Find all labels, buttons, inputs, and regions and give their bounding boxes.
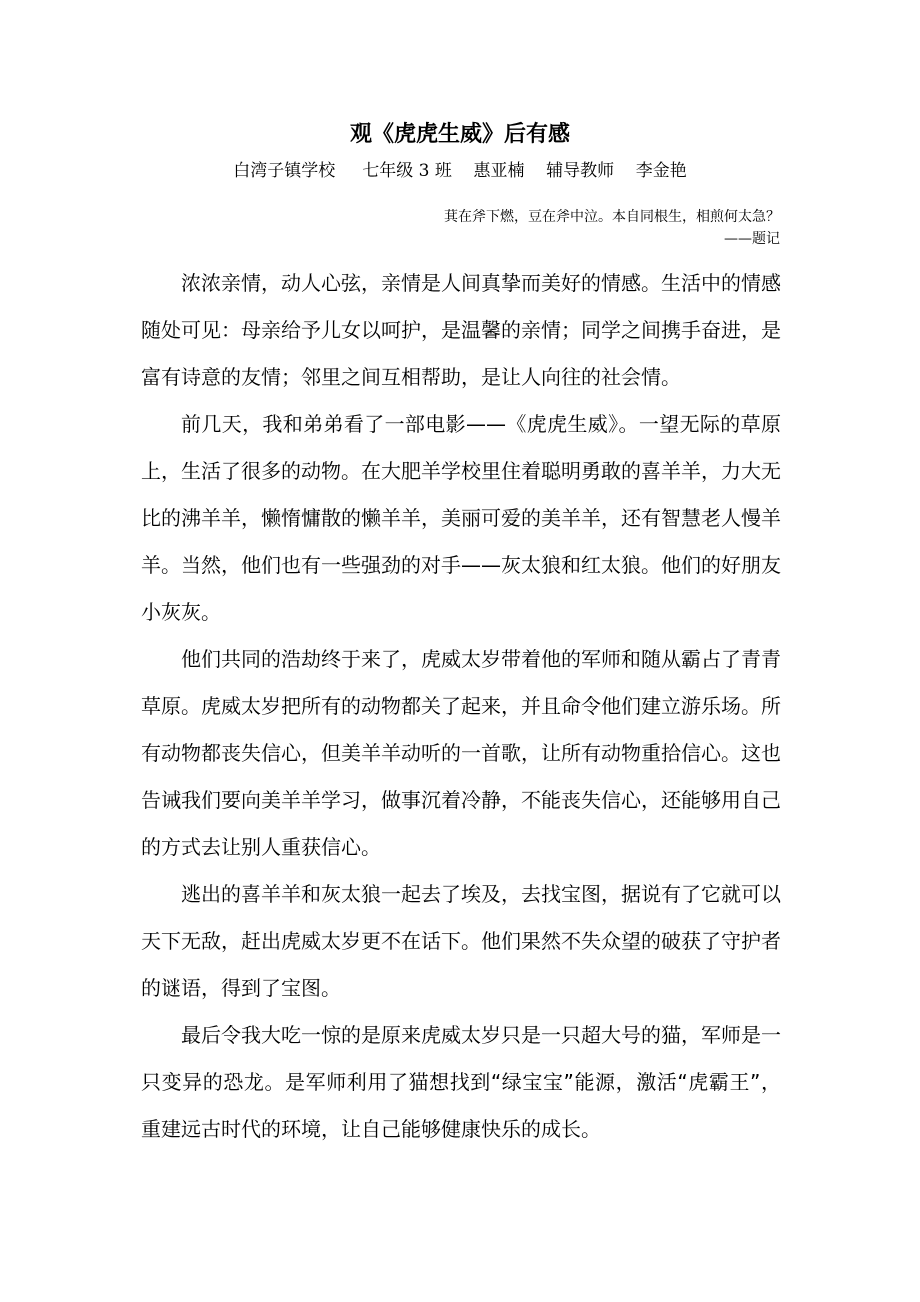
paragraph: 浓浓亲情，动人心弦，亲情是人间真挚而美好的情感。生活中的情感随处可见：母亲给予儿女以呵护，是温馨的亲情；同学之间携手奋进，是富有诗意的友情；邻里之间互相帮助，是让人向往的社会情。 xyxy=(141,271,781,389)
epigraph-text: 萁在斧下燃，豆在斧中泣。本自同根生，相煎何太急？ xyxy=(444,209,780,225)
essay-body xyxy=(141,260,781,1153)
paragraph: 他们共同的浩劫终于来了，虎威太岁带着他的军师和随从霸占了青青草原。虎威太岁把所有的动物都关了起来，并且命令他们建立游乐场。所有动物都丧失信心，但美羊羊动听的一首歌，让所有动物重拾信心。这也告诫我们要向美羊羊学习，做事沉着冷静，不能丧失信心，还能够用自己的方式去让别人重获信心。 xyxy=(141,647,781,859)
paragraph: 最后令我大吃一惊的是原来虎威太岁只是一只超大号的猫，军师是一只变异的恐龙。是军师利用了猫想找到“绿宝宝”能源，激活“虎霸王”，重建远古时代的环境，让自己能够健康快乐的成长。 xyxy=(141,1023,781,1141)
paragraph: 前几天，我和弟弟看了一部电影——《虎虎生威》。一望无际的草原上，生活了很多的动物。在大肥羊学校里住着聪明勇敢的喜羊羊，力大无比的沸羊羊，懒惰慵散的懒羊羊，美丽可爱的美羊羊，还有智慧老人慢羊羊。当然，他们也有一些强劲的对手——灰太狼和红太狼。他们的好朋友小灰灰。 xyxy=(141,412,781,624)
paragraph: 逃出的喜羊羊和灰太狼一起去了埃及，去找宝图，据说有了它就可以天下无敌，赶出虎威太岁更不在话下。他们果然不失众望的破获了守护者的谜语，得到了宝图。 xyxy=(141,882,781,1000)
author-byline: 白湾子镇学校 七年级 3 班 惠亚楠 辅导教师 李金艳 xyxy=(233,161,687,181)
document-title: 观《虎虎生威》后有感 xyxy=(349,122,570,147)
epigraph xyxy=(444,206,780,250)
epigraph-attribution: ——题记 xyxy=(724,231,780,247)
